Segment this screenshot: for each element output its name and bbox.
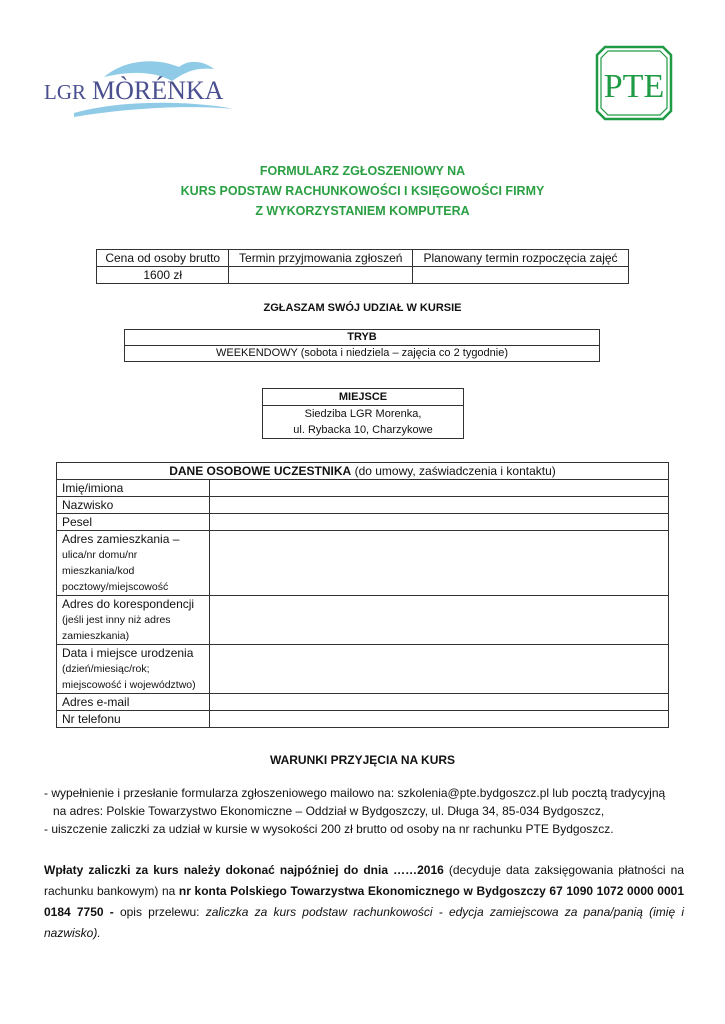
- field-label: Adres e-mail: [57, 694, 210, 711]
- birth-date-place-field[interactable]: [210, 645, 669, 694]
- field-label: Imię/imiona: [57, 480, 210, 497]
- place-line: ul. Rybacka 10, Charzykowe: [293, 424, 433, 436]
- svg-text:PTE: PTE: [603, 68, 665, 105]
- field-label: Data i miejsce urodzenia (dzień/miesiąc/rok; miejscowość i województwo): [57, 645, 210, 694]
- phone-field[interactable]: [210, 711, 669, 728]
- title-line: FORMULARZ ZGŁOSZENIOWY NA: [259, 164, 466, 178]
- condition-item: - uiszczenie zaliczki za udział w kursie w wysokości 200 zł brutto od osoby na nr rachunku PTE Bydgoszcz.: [44, 822, 614, 836]
- pesel-field[interactable]: [210, 514, 669, 531]
- field-note: (dzień/miesiąc/rok; miejscowość i województwo): [62, 663, 196, 691]
- conditions-list: [44, 784, 694, 838]
- place-table: [262, 388, 464, 439]
- condition-item: na adres: Polskie Towarzystwo Ekonomiczne – Oddział w Bydgoszczy, ul. Długa 34, 85-034 Bydgoszcz,: [53, 804, 605, 818]
- personal-data-header: DANE OSOBOWE UCZESTNIKA (do umowy, zaświadczenia i kontaktu): [57, 463, 669, 480]
- form-title: [0, 161, 725, 221]
- condition-item: - wypełnienie i przesłanie formularza zgłoszeniowego mailowo na: szkolenia@pte.bydgoszcz.pl lub pocztą tradycyjną: [44, 786, 666, 800]
- personal-data-table: [56, 462, 669, 728]
- place-value: [263, 406, 464, 439]
- place-header: MIEJSCE: [263, 389, 464, 406]
- field-note: ulica/nr domu/nr mieszkania/kod pocztowy/miejscowość: [62, 549, 169, 593]
- payment-info: Wpłaty zaliczki za kurs należy dokonać najpóźniej do dnia ……2016 (decyduje data zaksięgowania płatności na rachunku bankowym) na nr konta Polskiego Towarzystwa Ekonomicznego w Bydgoszczy 67 1090 1072 0000 0001 0184 7750 - opis przelewu: zaliczka za kurs podstaw rachunkowości - edycja zamiejscowa za pana/panią (imię i nazwisko).: [44, 863, 684, 940]
- price-table: [96, 249, 629, 284]
- mode-header: TRYB: [125, 330, 600, 346]
- price-header: Cena od osoby brutto: [97, 250, 229, 267]
- correspondence-address-field[interactable]: [210, 596, 669, 645]
- email-field[interactable]: [210, 694, 669, 711]
- mode-table: [124, 329, 600, 362]
- conditions-title: WARUNKI PRZYJĘCIA NA KURS: [269, 753, 456, 767]
- title-line: KURS PODSTAW RACHUNKOWOŚCI I KSIĘGOWOŚCI FIRMY: [180, 184, 545, 198]
- field-label: Adres do korespondencji (jeśli jest inny niż adres zamieszkania): [57, 596, 210, 645]
- title-line: Z WYKORZYSTANIEM KOMPUTERA: [255, 204, 470, 218]
- deadline-value[interactable]: [229, 267, 413, 284]
- svg-text:MÒRÉNKA: MÒRÉNKA: [92, 76, 224, 105]
- start-date-value[interactable]: [413, 267, 629, 284]
- mode-value: WEEKENDOWY (sobota i niedziela – zajęcia co 2 tygodnie): [125, 346, 600, 362]
- svg-text:LGR: LGR: [44, 80, 86, 104]
- last-name-field[interactable]: [210, 497, 669, 514]
- field-label: Adres zamieszkania – ulica/nr domu/nr mieszkania/kod pocztowy/miejscowość: [57, 531, 210, 596]
- deadline-header: Termin przyjmowania zgłoszeń: [229, 250, 413, 267]
- pte-logo: [595, 45, 673, 121]
- field-note: (jeśli jest inny niż adres zamieszkania): [62, 614, 171, 642]
- place-line: Siedziba LGR Morenka,: [304, 408, 422, 420]
- first-name-field[interactable]: [210, 480, 669, 497]
- field-label: Pesel: [57, 514, 210, 531]
- declaration-heading: ZGŁASZAM SWÓJ UDZIAŁ W KURSIE: [263, 302, 462, 314]
- field-label: Nr telefonu: [57, 711, 210, 728]
- price-value: 1600 zł: [97, 267, 229, 284]
- lgr-morenka-logo: [44, 55, 239, 120]
- home-address-field[interactable]: [210, 531, 669, 596]
- start-date-header: Planowany termin rozpoczęcia zajęć: [413, 250, 629, 267]
- field-label: Nazwisko: [57, 497, 210, 514]
